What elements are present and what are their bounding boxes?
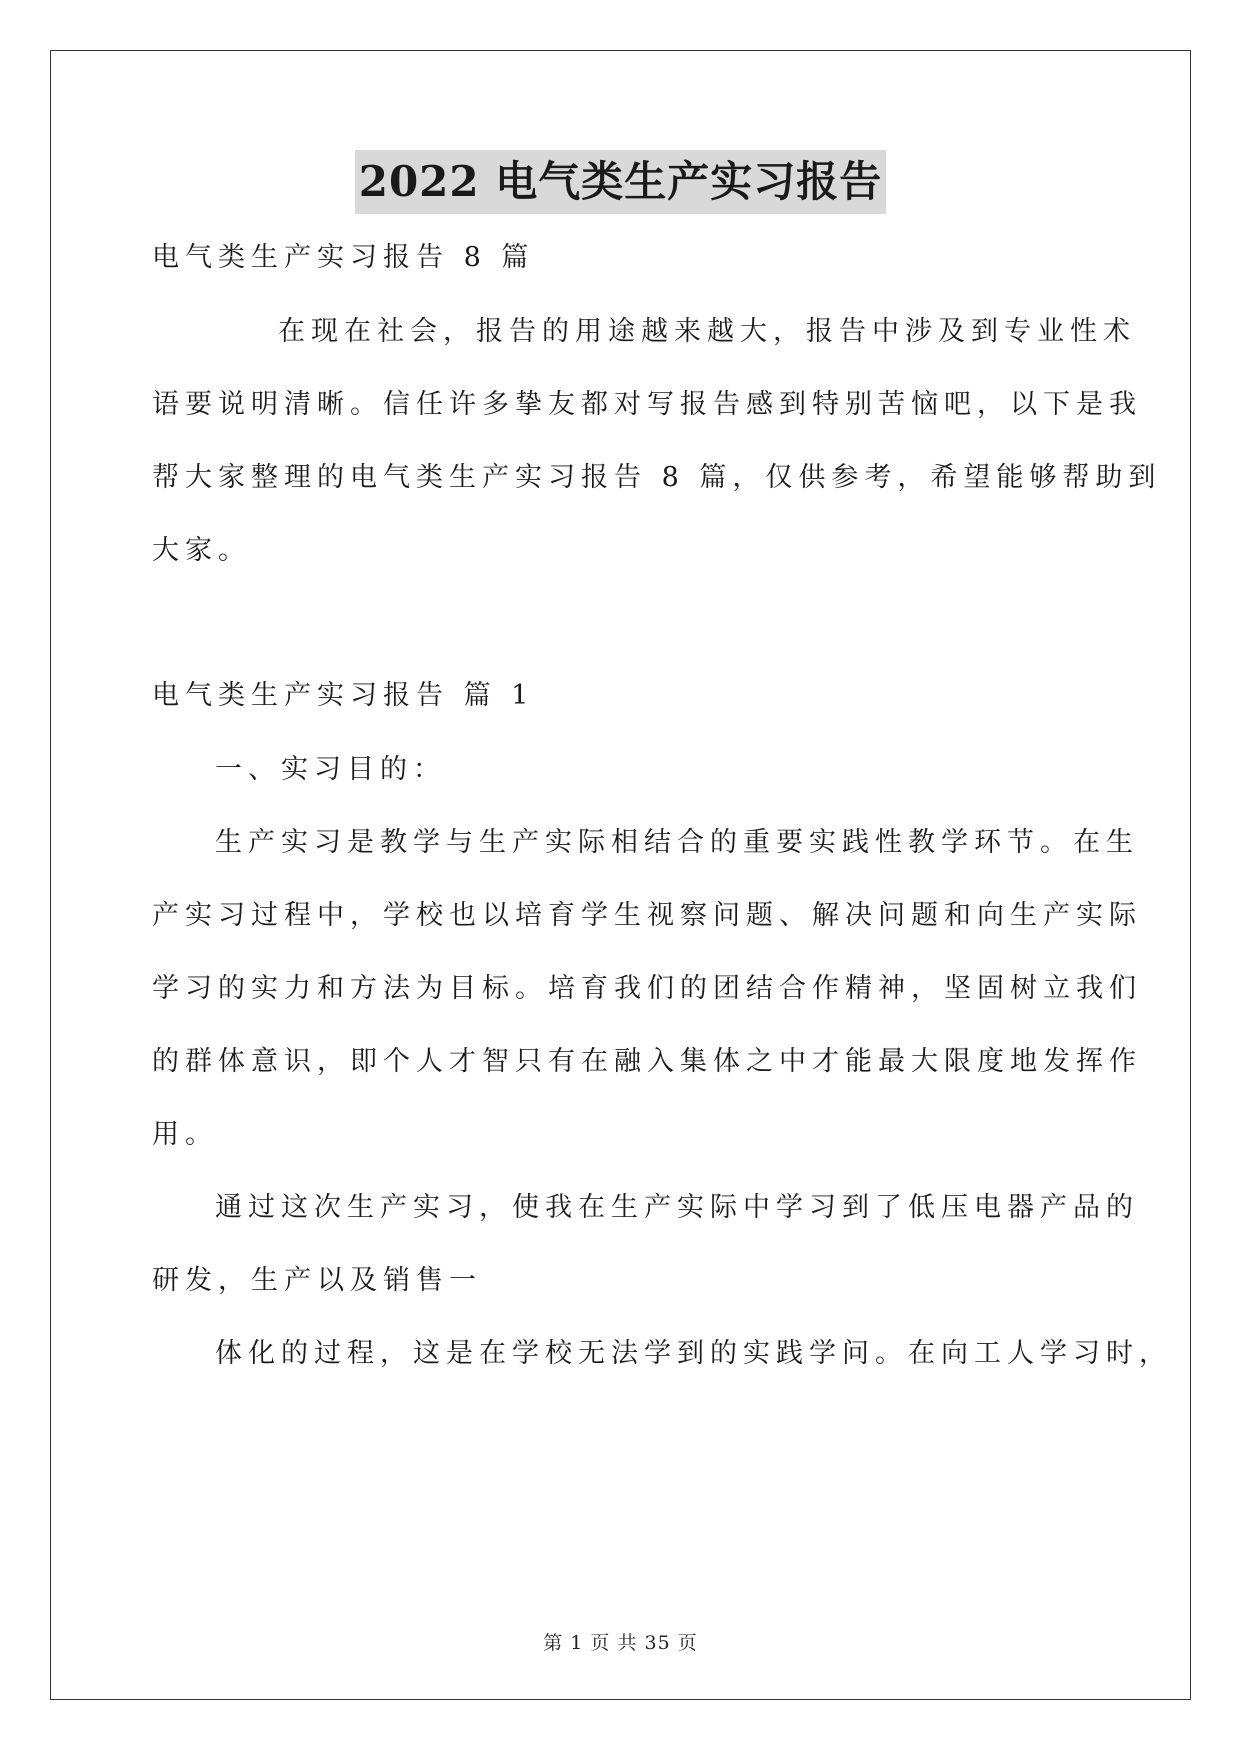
para2-line-2: 研发，生产以及销售一	[152, 1265, 482, 1296]
para1-line-4: 的群体意识，即个人才智只有在融入集体之中才能最大限度地发挥作	[152, 1046, 1142, 1077]
section-heading: 电气类生产实习报告 篇 1	[152, 680, 535, 711]
para1-line-2: 产实习过程中，学校也以培育学生视察问题、解决问题和向生产实际	[152, 900, 1142, 931]
subtitle: 电气类生产实习报告 8 篇	[152, 242, 535, 273]
intro-line-3: 帮大家整理的电气类生产实习报告 8 篇，仅供参考，希望能够帮助到	[152, 462, 1162, 493]
para2-line-1: 通过这次生产实习，使我在生产实际中学习到了低压电器产品的	[215, 1192, 1139, 1223]
section-item: 一、实习目的：	[215, 754, 446, 785]
page-border	[50, 50, 1191, 1700]
para1-line-1: 生产实习是教学与生产实际相结合的重要实践性教学环节。在生	[215, 827, 1139, 858]
intro-line-4: 大家。	[152, 535, 251, 566]
intro-line-2: 语要说明清晰。信任许多挚友都对写报告感到特别苦恼吧，以下是我	[152, 389, 1142, 420]
para1-line-5: 用。	[152, 1119, 218, 1150]
page-number: 第 1 页 共 35 页	[543, 1632, 698, 1654]
intro-line-1: 在现在社会，报告的用途越来越大，报告中涉及到专业性术	[278, 316, 1136, 347]
document-title: 2022 电气类生产实习报告	[355, 150, 887, 214]
para3-line-1: 体化的过程，这是在学校无法学到的实践学问。在向工人学习时，	[215, 1338, 1172, 1369]
para1-line-3: 学习的实力和方法为目标。培育我们的团结合作精神，坚固树立我们	[152, 973, 1142, 1004]
title-container	[0, 150, 1241, 214]
